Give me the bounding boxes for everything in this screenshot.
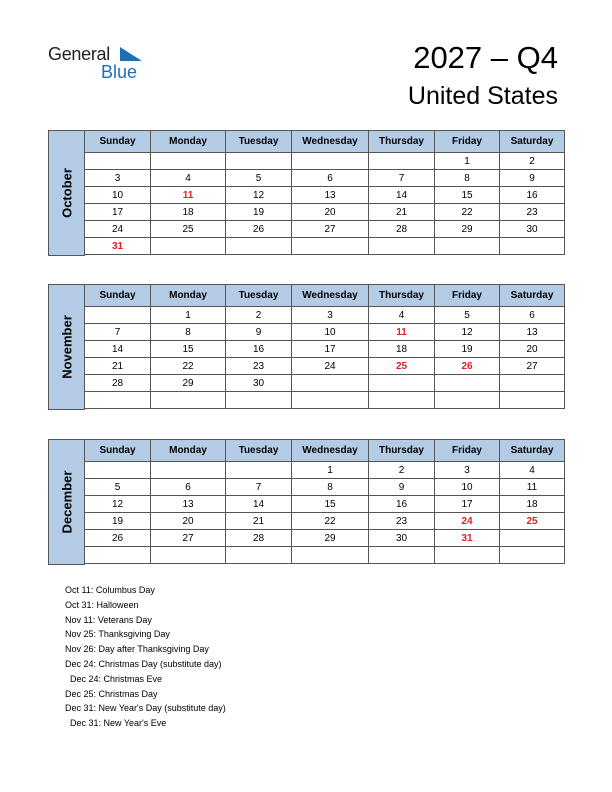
week-row bbox=[85, 375, 565, 392]
week-row bbox=[85, 530, 565, 547]
empty-day-cell bbox=[226, 547, 292, 564]
day-cell: 12 bbox=[85, 496, 151, 513]
weekday-header: Tuesday bbox=[226, 131, 292, 153]
day-cell: 17 bbox=[435, 496, 500, 513]
empty-day-cell bbox=[226, 392, 292, 409]
month-grid bbox=[84, 439, 565, 564]
day-cell: 17 bbox=[292, 341, 369, 358]
day-cell: 10 bbox=[85, 187, 151, 204]
day-cell: 21 bbox=[85, 358, 151, 375]
empty-day-cell bbox=[226, 462, 292, 479]
week-row bbox=[85, 479, 565, 496]
weekday-header: Sunday bbox=[85, 440, 151, 462]
day-cell: 25 bbox=[151, 221, 226, 238]
day-cell: 2 bbox=[500, 153, 565, 170]
empty-day-cell bbox=[85, 392, 151, 409]
empty-day-cell bbox=[369, 392, 435, 409]
month-name: December bbox=[59, 470, 74, 534]
day-cell: 11 bbox=[500, 479, 565, 496]
holiday-note: Dec 25: Christmas Day bbox=[65, 688, 158, 699]
day-cell: 30 bbox=[226, 375, 292, 392]
empty-day-cell bbox=[292, 547, 369, 564]
day-cell: 16 bbox=[226, 341, 292, 358]
month-label bbox=[48, 439, 85, 565]
logo-blue-text: Blue bbox=[101, 62, 138, 82]
week-row bbox=[85, 358, 565, 375]
weekday-header: Monday bbox=[151, 131, 226, 153]
day-cell: 10 bbox=[435, 479, 500, 496]
day-cell: 28 bbox=[85, 375, 151, 392]
empty-day-cell bbox=[226, 238, 292, 255]
day-cell: 29 bbox=[151, 375, 226, 392]
day-cell: 15 bbox=[292, 496, 369, 513]
day-cell: 6 bbox=[292, 170, 369, 187]
empty-day-cell bbox=[435, 392, 500, 409]
weekday-header: Saturday bbox=[500, 131, 565, 153]
month-grid bbox=[84, 130, 565, 255]
day-cell: 5 bbox=[435, 307, 500, 324]
day-cell: 27 bbox=[151, 530, 226, 547]
weekday-header: Wednesday bbox=[292, 131, 369, 153]
holiday-note: Dec 24: Christmas Eve bbox=[70, 673, 163, 684]
holiday-note: Dec 24: Christmas Day (substitute day) bbox=[65, 658, 222, 669]
day-cell: 24 bbox=[292, 358, 369, 375]
logo-triangle-icon bbox=[120, 47, 142, 61]
empty-day-cell bbox=[151, 238, 226, 255]
day-cell: 25 bbox=[500, 513, 565, 530]
day-cell: 31 bbox=[85, 238, 151, 255]
week-row bbox=[85, 462, 565, 479]
month-calendar-november bbox=[48, 284, 564, 410]
day-cell: 4 bbox=[151, 170, 226, 187]
day-cell: 12 bbox=[435, 324, 500, 341]
day-cell: 26 bbox=[435, 358, 500, 375]
day-cell: 11 bbox=[151, 187, 226, 204]
day-cell: 15 bbox=[151, 341, 226, 358]
day-cell: 7 bbox=[369, 170, 435, 187]
day-cell: 12 bbox=[226, 187, 292, 204]
holiday-note: Oct 31: Halloween bbox=[65, 599, 139, 610]
day-cell: 14 bbox=[226, 496, 292, 513]
day-cell: 20 bbox=[500, 341, 565, 358]
month-label bbox=[48, 284, 85, 410]
empty-day-cell bbox=[500, 375, 565, 392]
day-cell: 16 bbox=[369, 496, 435, 513]
weekday-header: Sunday bbox=[85, 285, 151, 307]
day-cell: 5 bbox=[85, 479, 151, 496]
week-row bbox=[85, 341, 565, 358]
day-cell: 19 bbox=[85, 513, 151, 530]
empty-day-cell bbox=[369, 153, 435, 170]
page-title: 2027 – Q4 bbox=[413, 40, 558, 75]
day-cell: 13 bbox=[151, 496, 226, 513]
day-cell: 13 bbox=[292, 187, 369, 204]
empty-day-cell bbox=[85, 153, 151, 170]
day-cell: 30 bbox=[500, 221, 565, 238]
empty-day-cell bbox=[435, 238, 500, 255]
day-cell: 6 bbox=[151, 479, 226, 496]
empty-day-cell bbox=[435, 375, 500, 392]
weekday-header: Saturday bbox=[500, 440, 565, 462]
day-cell: 5 bbox=[226, 170, 292, 187]
week-row bbox=[85, 204, 565, 221]
week-row bbox=[85, 187, 565, 204]
holiday-note: Nov 26: Day after Thanksgiving Day bbox=[65, 644, 209, 655]
week-row bbox=[85, 547, 565, 564]
empty-day-cell bbox=[85, 462, 151, 479]
month-calendar-december bbox=[48, 439, 564, 565]
day-cell: 4 bbox=[369, 307, 435, 324]
empty-day-cell bbox=[226, 153, 292, 170]
weekday-header: Sunday bbox=[85, 131, 151, 153]
empty-day-cell bbox=[369, 238, 435, 255]
day-cell: 4 bbox=[500, 462, 565, 479]
weekday-header: Friday bbox=[435, 131, 500, 153]
week-row bbox=[85, 496, 565, 513]
day-cell: 2 bbox=[369, 462, 435, 479]
weekday-header: Monday bbox=[151, 440, 226, 462]
logo-general-text: General bbox=[48, 44, 110, 64]
day-cell: 22 bbox=[292, 513, 369, 530]
weekday-header: Tuesday bbox=[226, 440, 292, 462]
empty-day-cell bbox=[369, 375, 435, 392]
day-cell: 30 bbox=[369, 530, 435, 547]
week-row bbox=[85, 513, 565, 530]
month-name: November bbox=[59, 315, 74, 379]
holiday-notes bbox=[65, 583, 226, 731]
weekday-header: Monday bbox=[151, 285, 226, 307]
month-label bbox=[48, 130, 85, 256]
day-cell: 14 bbox=[85, 341, 151, 358]
empty-day-cell bbox=[151, 547, 226, 564]
day-cell: 25 bbox=[369, 358, 435, 375]
day-cell: 1 bbox=[151, 307, 226, 324]
empty-day-cell bbox=[292, 392, 369, 409]
weekday-header: Friday bbox=[435, 285, 500, 307]
day-cell: 9 bbox=[369, 479, 435, 496]
day-cell: 10 bbox=[292, 324, 369, 341]
week-row bbox=[85, 153, 565, 170]
day-cell: 31 bbox=[435, 530, 500, 547]
empty-day-cell bbox=[500, 392, 565, 409]
day-cell: 19 bbox=[226, 204, 292, 221]
day-cell: 19 bbox=[435, 341, 500, 358]
day-cell: 3 bbox=[292, 307, 369, 324]
day-cell: 27 bbox=[500, 358, 565, 375]
day-cell: 9 bbox=[500, 170, 565, 187]
day-cell: 11 bbox=[369, 324, 435, 341]
day-cell: 22 bbox=[435, 204, 500, 221]
day-cell: 1 bbox=[292, 462, 369, 479]
week-row bbox=[85, 324, 565, 341]
month-calendar-october bbox=[48, 130, 564, 256]
day-cell: 3 bbox=[85, 170, 151, 187]
day-cell: 3 bbox=[435, 462, 500, 479]
day-cell: 15 bbox=[435, 187, 500, 204]
week-row bbox=[85, 221, 565, 238]
day-cell: 9 bbox=[226, 324, 292, 341]
empty-day-cell bbox=[151, 153, 226, 170]
day-cell: 28 bbox=[226, 530, 292, 547]
day-cell: 20 bbox=[151, 513, 226, 530]
month-name: October bbox=[59, 168, 74, 218]
day-cell: 23 bbox=[500, 204, 565, 221]
day-cell: 16 bbox=[500, 187, 565, 204]
holiday-note: Oct 11: Columbus Day bbox=[65, 585, 155, 595]
day-cell: 8 bbox=[292, 479, 369, 496]
day-cell: 22 bbox=[151, 358, 226, 375]
day-cell: 18 bbox=[369, 341, 435, 358]
day-cell: 6 bbox=[500, 307, 565, 324]
weekday-header: Thursday bbox=[369, 131, 435, 153]
country-subtitle: United States bbox=[407, 82, 558, 110]
day-cell: 8 bbox=[435, 170, 500, 187]
weekday-header: Friday bbox=[435, 440, 500, 462]
empty-day-cell bbox=[292, 375, 369, 392]
day-cell: 13 bbox=[500, 324, 565, 341]
generalblue-logo bbox=[48, 44, 158, 84]
weekday-header: Saturday bbox=[500, 285, 565, 307]
day-cell: 28 bbox=[369, 221, 435, 238]
day-cell: 27 bbox=[292, 221, 369, 238]
day-cell: 18 bbox=[151, 204, 226, 221]
weekday-header: Wednesday bbox=[292, 440, 369, 462]
month-grid bbox=[84, 284, 565, 409]
week-row bbox=[85, 392, 565, 409]
day-cell: 21 bbox=[369, 204, 435, 221]
day-cell: 29 bbox=[435, 221, 500, 238]
day-cell: 2 bbox=[226, 307, 292, 324]
weekday-header: Wednesday bbox=[292, 285, 369, 307]
day-cell: 26 bbox=[85, 530, 151, 547]
holiday-note: Dec 31: New Year's Eve bbox=[70, 718, 167, 729]
empty-day-cell bbox=[151, 462, 226, 479]
weekday-header: Tuesday bbox=[226, 285, 292, 307]
empty-day-cell bbox=[292, 153, 369, 170]
day-cell: 23 bbox=[226, 358, 292, 375]
day-cell: 29 bbox=[292, 530, 369, 547]
day-cell: 1 bbox=[435, 153, 500, 170]
holiday-note: Nov 25: Thanksgiving Day bbox=[65, 629, 170, 640]
day-cell: 18 bbox=[500, 496, 565, 513]
weekday-header: Thursday bbox=[369, 285, 435, 307]
empty-day-cell bbox=[85, 547, 151, 564]
empty-day-cell bbox=[85, 307, 151, 324]
day-cell: 24 bbox=[85, 221, 151, 238]
empty-day-cell bbox=[369, 547, 435, 564]
week-row bbox=[85, 238, 565, 255]
empty-day-cell bbox=[151, 392, 226, 409]
day-cell: 8 bbox=[151, 324, 226, 341]
day-cell: 7 bbox=[85, 324, 151, 341]
week-row bbox=[85, 307, 565, 324]
empty-day-cell bbox=[500, 530, 565, 547]
empty-day-cell bbox=[500, 238, 565, 255]
day-cell: 14 bbox=[369, 187, 435, 204]
week-row bbox=[85, 170, 565, 187]
day-cell: 23 bbox=[369, 513, 435, 530]
day-cell: 7 bbox=[226, 479, 292, 496]
day-cell: 21 bbox=[226, 513, 292, 530]
day-cell: 26 bbox=[226, 221, 292, 238]
weekday-header: Thursday bbox=[369, 440, 435, 462]
empty-day-cell bbox=[292, 238, 369, 255]
day-cell: 17 bbox=[85, 204, 151, 221]
holiday-note: Nov 11: Veterans Day bbox=[65, 614, 152, 625]
empty-day-cell bbox=[500, 547, 565, 564]
holiday-note: Dec 31: New Year's Day (substitute day) bbox=[65, 703, 226, 714]
day-cell: 20 bbox=[292, 204, 369, 221]
empty-day-cell bbox=[435, 547, 500, 564]
day-cell: 24 bbox=[435, 513, 500, 530]
